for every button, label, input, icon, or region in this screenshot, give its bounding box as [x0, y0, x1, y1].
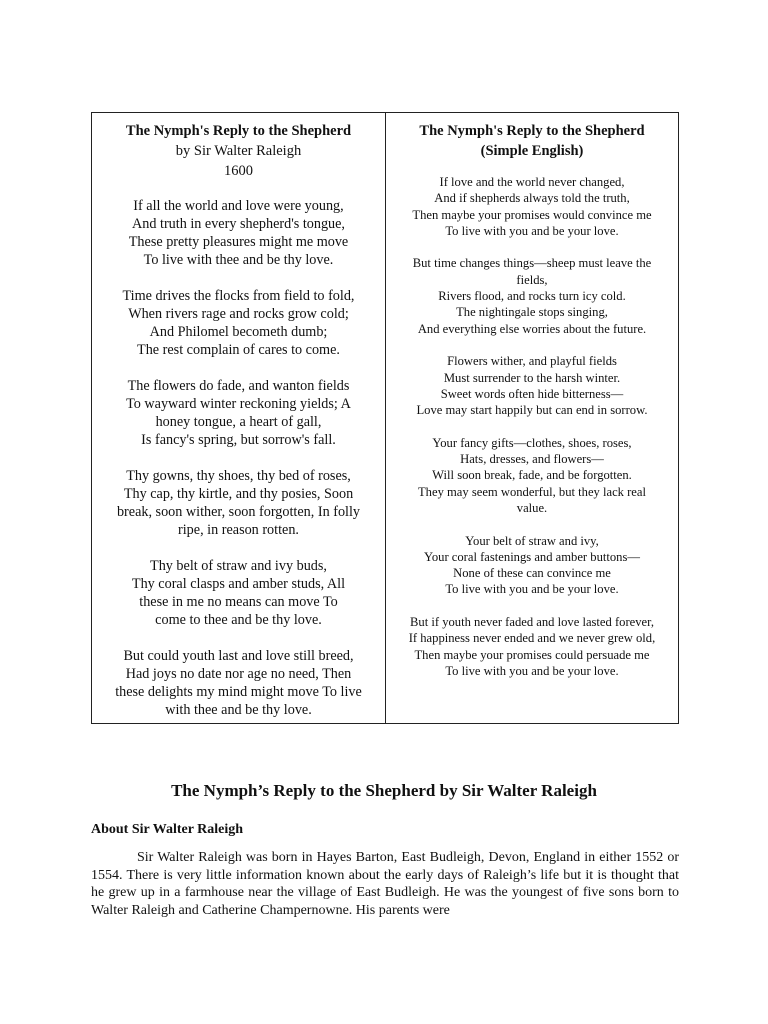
poem-line: If happiness never ended and we never grew old,	[408, 631, 656, 646]
poem-line: None of these can convince me	[453, 566, 611, 581]
poem-line: Had joys no date nor age no need, Then	[125, 666, 352, 682]
poem-line: The flowers do fade, and wanton fields	[127, 378, 350, 394]
stanza	[104, 467, 374, 539]
simple-english-title: The Nymph's Reply to the Shepherd	[419, 123, 645, 139]
section-heading: The Nymph’s Reply to the Shepherd by Sir Walter Raleigh	[171, 781, 597, 800]
poem-line: Must surrender to the harsh winter.	[443, 370, 621, 385]
poem-line: To wayward winter reckoning yields; A	[126, 396, 351, 412]
poem-line: these in me no means can move To	[139, 594, 338, 610]
original-poem-author: by Sir Walter Raleigh	[175, 143, 302, 159]
stanza	[392, 353, 672, 418]
stanza	[104, 287, 374, 359]
poem-line: If love and the world never changed,	[439, 175, 625, 189]
poem-line: fields,	[516, 272, 548, 287]
poem-line: Rivers flood, and rocks turn icy cold.	[438, 289, 626, 304]
about-heading: About Sir Walter Raleigh	[91, 822, 244, 837]
stanza	[104, 197, 374, 269]
poem-line: value.	[516, 500, 548, 515]
poem-line: Is fancy's spring, but sorrow's fall.	[141, 432, 336, 448]
poem-line: But could youth last and love still breed,	[123, 648, 354, 664]
poem-line: The nightingale stops singing,	[456, 305, 608, 320]
poem-line: Sweet words often hide bitterness—	[440, 386, 624, 401]
poem-line: these delights my mind might move To live	[115, 684, 362, 700]
stanza	[392, 614, 672, 679]
poem-line: To live with you and be your love.	[445, 582, 619, 597]
poem-line: Love may start happily but can end in sorrow.	[416, 403, 648, 418]
simple-english-column	[386, 113, 678, 723]
original-poem-title: The Nymph's Reply to the Shepherd	[125, 123, 352, 139]
poem-line: And Philomel becometh dumb;	[149, 324, 328, 340]
stanza	[104, 377, 374, 449]
stanza	[104, 647, 374, 719]
poem-line: And if shepherds always told the truth,	[434, 191, 630, 206]
poem-line: And everything else worries about the future.	[417, 321, 647, 336]
original-poem-stanzas	[92, 197, 385, 719]
poem-line: Then maybe your promises would convince me	[412, 207, 652, 222]
stanza	[104, 557, 374, 629]
poem-line: Thy belt of straw and ivy buds,	[150, 558, 327, 574]
poem-line: These pretty pleasures might me move	[128, 234, 349, 250]
poem-line: Thy coral clasps and amber studs, All	[131, 576, 346, 592]
simple-english-stanzas	[386, 174, 678, 679]
poem-line: with thee and be thy love.	[165, 702, 312, 718]
simple-english-subtitle: (Simple English)	[480, 143, 584, 159]
stanza	[392, 174, 672, 239]
poem-line: When rivers rage and rocks grow cold;	[128, 306, 349, 322]
poem-line: Your belt of straw and ivy,	[465, 533, 599, 548]
poem-line: Flowers wither, and playful fields	[447, 354, 617, 369]
poem-line: Will soon break, fade, and be forgotten.	[432, 468, 632, 483]
poem-line: honey tongue, a heart of gall,	[155, 414, 322, 430]
stanza	[392, 533, 672, 598]
poem-line: Your fancy gifts—clothes, shoes, roses,	[432, 435, 632, 450]
poem-line: come to thee and be thy love.	[155, 612, 322, 628]
poem-line: The rest complain of cares to come.	[137, 342, 340, 358]
poem-line: Hats, dresses, and flowers—	[460, 452, 604, 467]
poem-line: Then maybe your promises could persuade me	[414, 647, 650, 662]
poem-line: To live with thee and be thy love.	[143, 252, 334, 268]
original-poem-column	[92, 113, 386, 723]
poem-line: If all the world and love were young,	[133, 198, 344, 214]
poem-line: Thy cap, thy kirtle, and thy posies, Soon	[123, 486, 354, 502]
stanza	[392, 255, 672, 336]
original-poem-year: 1600	[224, 163, 253, 179]
poem-line: But if youth never faded and love lasted forever,	[410, 615, 654, 630]
stanza	[392, 435, 672, 516]
poem-line: To live with you and be your love.	[445, 223, 619, 238]
poem-line: To live with you and be your love.	[445, 663, 619, 678]
poem-line: They may seem wonderful, but they lack real	[417, 484, 646, 499]
poem-line: But time changes things—sheep must leave the	[412, 256, 652, 271]
poem-line: Time drives the flocks from field to fold,	[122, 288, 355, 304]
poem-line: Thy gowns, thy shoes, thy bed of roses,	[126, 468, 351, 484]
poem-comparison-table	[91, 112, 679, 724]
poem-line: break, soon wither, soon forgotten, In folly	[116, 504, 361, 520]
biography-paragraph: Sir Walter Raleigh was born in Hayes Barton, East Budleigh, Devon, England in either 1552 or 1554. There is very little information known about the early days of Raleigh’s life but it is thought that he grew up in a farmhouse near the village of East Budleigh. He was the youngest of five sons born to Walter Raleigh and Catherine Champernowne. His parents were	[91, 850, 679, 918]
poem-line: ripe, in reason rotten.	[178, 522, 299, 538]
poem-line: And truth in every shepherd's tongue,	[132, 216, 345, 232]
poem-line: Your coral fastenings and amber buttons—	[424, 549, 640, 564]
